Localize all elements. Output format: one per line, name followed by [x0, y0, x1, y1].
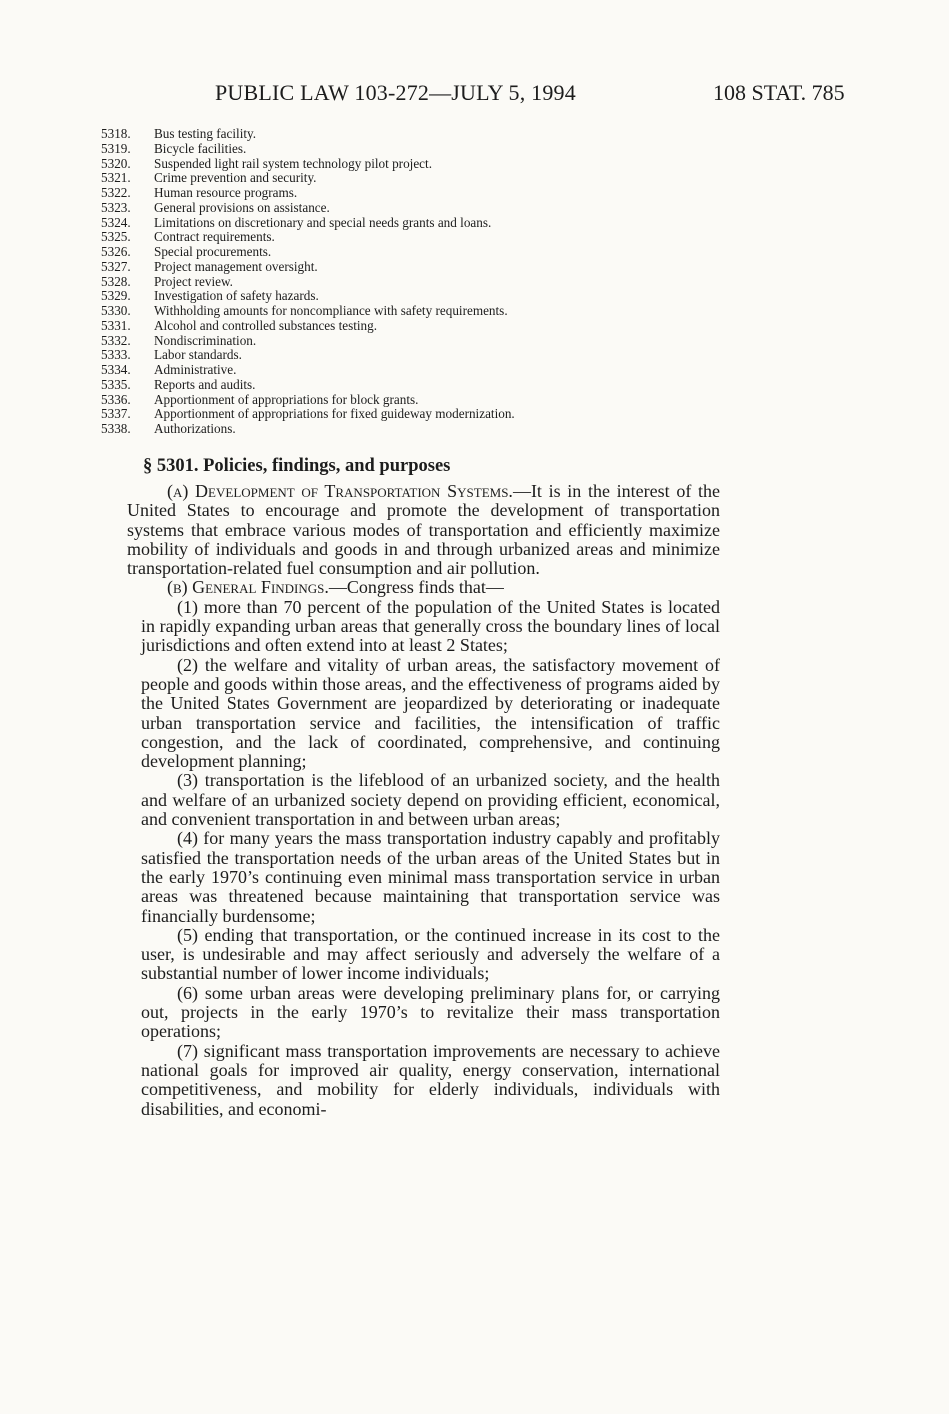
toc-title: Alcohol and controlled substances testing. [154, 317, 378, 333]
toc-title: General provisions on assistance. [154, 199, 330, 215]
toc-row [101, 422, 721, 437]
toc-title: Bus testing facility. [154, 126, 257, 141]
toc-row [101, 171, 721, 186]
subsection-b-label: (b) General Findings. [167, 577, 329, 598]
toc-title: Project management oversight. [154, 258, 318, 274]
toc-number: 5319. [101, 140, 131, 156]
toc-number: 5318. [101, 126, 131, 141]
toc-title: Special procurements. [154, 244, 272, 259]
toc-number: 5326. [101, 244, 131, 259]
subsection-a-text: —It is in the interest of the United States to encourage and promote the development of transportation systems that embrace various modes of transportation and efficiently maximize mobility of individuals and goods in and through urbanized areas and minimize transportation-related fuel consumption and air pollution. [127, 481, 720, 579]
toc-row [101, 216, 721, 231]
page-header [0, 80, 949, 110]
toc-row [101, 157, 721, 172]
toc-title: Labor standards. [154, 347, 242, 363]
toc-row [101, 260, 721, 275]
toc-row [101, 319, 721, 334]
toc-number: 5336. [101, 391, 131, 407]
toc-number: 5333. [101, 347, 131, 363]
toc-number: 5321. [101, 170, 131, 186]
toc-title: Limitations on discretionary and special needs grants and loans. [154, 214, 492, 230]
toc-title: Suspended light rail system technology pilot project. [154, 155, 432, 171]
subsection-b [127, 578, 720, 597]
finding-2: (2) the welfare and vitality of urban areas, the satisfactory movement of people and goods within those areas, and the effectiveness of programs aided by the United States Government are jeopardized by deteriorating or inadequate urban transportation service and facilities, the intensification of traffic congestion, and the lack of coordinated, comprehensive, and continuing development planning; [141, 654, 720, 772]
toc-number: 5332. [101, 332, 131, 348]
toc-row [101, 407, 721, 422]
subsection-a-label: (a) Development of Transportation Systems. [167, 481, 513, 501]
toc-title: Withholding amounts for noncompliance with safety requirements. [154, 303, 508, 318]
toc-number: 5335. [101, 376, 131, 392]
toc-number: 5328. [101, 273, 131, 289]
toc-title: Bicycle facilities. [154, 140, 247, 156]
toc-number: 5322. [101, 185, 131, 200]
toc-row [101, 186, 721, 201]
toc-number: 5325. [101, 229, 131, 245]
subsection-a [127, 482, 720, 578]
toc-row [101, 275, 721, 290]
toc-row [101, 334, 721, 349]
toc-title: Investigation of safety hazards. [154, 288, 319, 304]
finding-3: (3) transportation is the lifeblood of an urbanized society, and the health and welfare of an urbanized society depend on providing efficient, economical, and convenient transportation in and between urban areas; [141, 770, 720, 830]
toc-number: 5324. [101, 214, 131, 230]
toc-row [101, 363, 721, 378]
toc-row [101, 127, 721, 142]
table-of-sections [101, 127, 721, 437]
toc-row [101, 201, 721, 216]
toc-number: 5337. [101, 406, 131, 422]
finding-5: (5) ending that transportation, or the continued increase in its cost to the user, is undesirable and may affect seriously and adversely the welfare of a substantial number of lower income individuals; [141, 924, 720, 984]
section-body [127, 482, 720, 1119]
statute-citation: 108 STAT. 785 [713, 80, 845, 105]
running-head: PUBLIC LAW 103-272—JULY 5, 1994 [215, 80, 576, 105]
toc-number: 5338. [101, 421, 131, 436]
toc-row [101, 304, 721, 319]
toc-number: 5327. [101, 258, 131, 274]
toc-title: Administrative. [154, 362, 237, 377]
toc-row [101, 393, 721, 408]
finding-7: (7) significant mass transportation improvements are necessary to achieve national goals for improved air quality, energy conservation, international competitiveness, and mobility for elderly individuals, individuals with disabilities, and economi- [141, 1040, 720, 1119]
toc-row [101, 289, 721, 304]
subsection-b-text: —Congress finds that— [328, 577, 504, 598]
toc-row [101, 230, 721, 245]
toc-number: 5334. [101, 362, 131, 377]
finding-1: (1) more than 70 percent of the population of the United States is located in rapidly expanding urban areas that generally cross the boundary lines of local jurisdictions and often extend into at least 2 States; [141, 596, 720, 656]
toc-title: Reports and audits. [154, 376, 256, 392]
toc-number: 5331. [101, 317, 131, 333]
toc-row [101, 378, 721, 393]
toc-row [101, 142, 721, 157]
section-heading: § 5301. Policies, findings, and purposes [143, 456, 451, 476]
toc-title: Contract requirements. [154, 229, 275, 245]
finding-4: (4) for many years the mass transportation industry capably and profitably satisfied the transportation needs of the urban areas of the United States but in the early 1970’s continuing even minimal mass transportation service in urban areas was threatened because maintaining that transportation service was financially burdensome; [141, 828, 720, 926]
toc-title: Authorizations. [154, 421, 236, 436]
toc-number: 5330. [101, 303, 131, 318]
toc-row [101, 245, 721, 260]
toc-number: 5329. [101, 288, 131, 304]
toc-title: Nondiscrimination. [154, 332, 257, 348]
toc-number: 5320. [101, 155, 131, 171]
toc-title: Human resource programs. [154, 185, 298, 200]
finding-6: (6) some urban areas were developing preliminary plans for, or carrying out, projects in the early 1970’s to revitalize their mass transportation operations; [141, 982, 720, 1042]
toc-title: Crime prevention and security. [154, 170, 317, 186]
toc-title: Apportionment of appropriations for block grants. [154, 391, 419, 407]
toc-row [101, 348, 721, 363]
toc-number: 5323. [101, 199, 131, 215]
toc-title: Apportionment of appropriations for fixed guideway modernization. [154, 406, 515, 422]
toc-title: Project review. [154, 273, 233, 289]
